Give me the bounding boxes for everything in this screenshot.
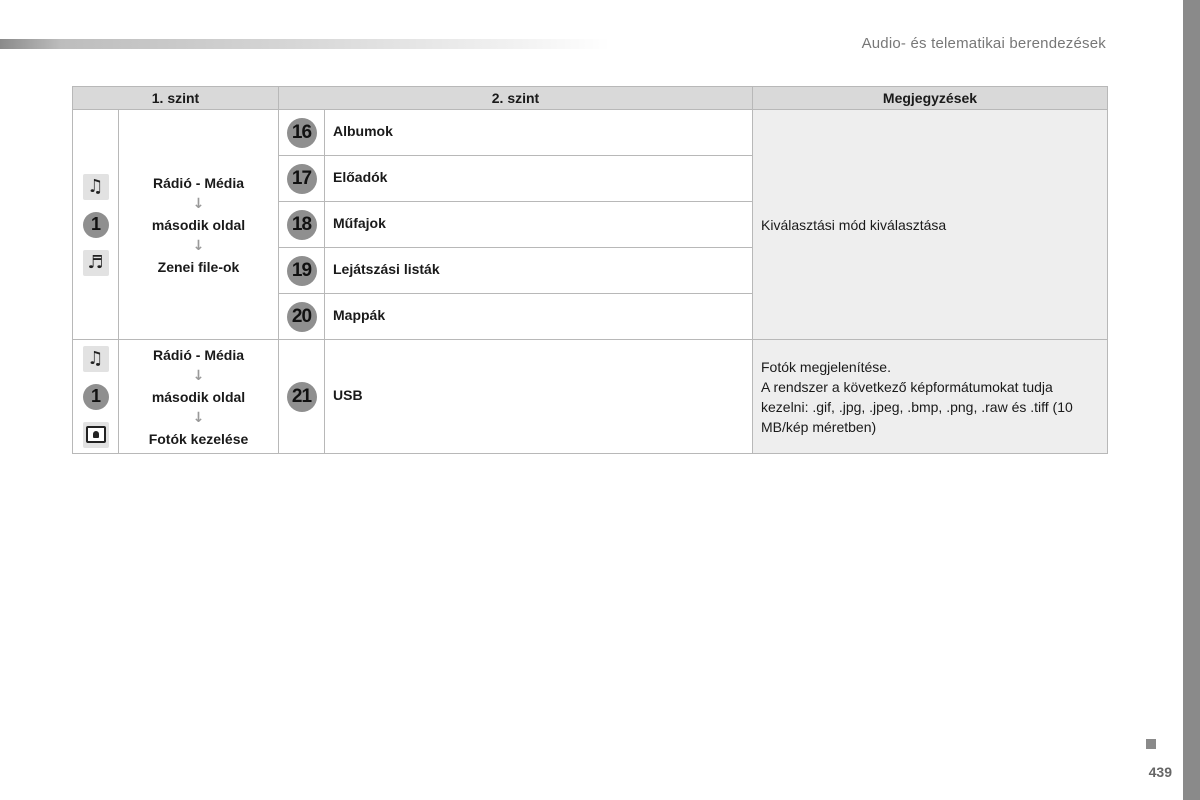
page-number: 439	[1148, 764, 1172, 780]
arrow-down-icon: ↓	[192, 195, 205, 212]
right-edge-bar	[1183, 0, 1200, 800]
row-number-badge: 20	[287, 302, 317, 332]
music-files-icon: ♬	[83, 250, 109, 276]
level2-label-cell	[325, 340, 753, 454]
level2-label-cell	[325, 202, 753, 248]
level2-label-cell	[325, 110, 753, 156]
music-note-icon: ♫	[83, 346, 109, 372]
level1-item: Fotók kezelése	[148, 430, 249, 447]
note-text: A rendszer a következő képformátumokat tudja kezelni: .gif, .jpg, .jpeg, .bmp, .png, .raw és .tiff (10 MB/kép méretben)	[761, 378, 1073, 435]
note-text: Kiválasztási mód kiválasztása	[761, 216, 947, 233]
group1-icons	[73, 110, 119, 340]
header-level2: 2. szint	[279, 87, 753, 110]
step-badge: 1	[83, 384, 109, 410]
level2-label: Műfajok	[333, 214, 386, 231]
level2-label-cell	[325, 248, 753, 294]
row-number-cell	[279, 110, 325, 156]
level2-label: Előadók	[333, 168, 388, 185]
header-notes: Megjegyzések	[753, 87, 1108, 110]
group1-level1	[119, 110, 279, 340]
row-number-cell	[279, 340, 325, 454]
menu-structure-table	[72, 86, 1108, 454]
group2-icons	[73, 340, 119, 454]
row-number-cell	[279, 294, 325, 340]
step-badge: 1	[83, 212, 109, 238]
row-number-badge: 21	[287, 382, 317, 412]
row-number-cell	[279, 156, 325, 202]
level1-item: Rádió - Média	[152, 346, 244, 363]
header-level1: 1. szint	[73, 87, 279, 110]
group2-note	[753, 340, 1108, 454]
photo-icon	[83, 422, 109, 448]
arrow-down-icon: ↓	[192, 367, 205, 384]
page-marker	[1146, 739, 1156, 749]
row-number-badge: 16	[287, 118, 317, 148]
arrow-down-icon: ↓	[192, 409, 205, 426]
group1-note	[753, 110, 1108, 340]
level2-label-cell	[325, 294, 753, 340]
section-title: Audio- és telematikai berendezések	[861, 35, 1106, 52]
level2-label: Albumok	[333, 122, 393, 139]
row-number-badge: 19	[287, 256, 317, 286]
arrow-down-icon: ↓	[192, 237, 205, 254]
table-row	[73, 340, 1108, 454]
level1-item: Zenei file-ok	[157, 258, 240, 275]
music-note-icon: ♫	[83, 174, 109, 200]
level1-item: második oldal	[151, 216, 246, 233]
level2-label: Mappák	[333, 306, 386, 323]
note-text: Fotók megjelenítése.	[761, 358, 891, 375]
row-number-badge: 17	[287, 164, 317, 194]
group2-level1	[119, 340, 279, 454]
row-number-badge: 18	[287, 210, 317, 240]
level2-label: USB	[333, 386, 363, 403]
level1-item: Rádió - Média	[152, 174, 244, 191]
top-decorative-bar	[0, 39, 610, 49]
table-header-row	[73, 87, 1108, 110]
row-number-cell	[279, 248, 325, 294]
level1-item: második oldal	[151, 388, 246, 405]
row-number-cell	[279, 202, 325, 248]
level2-label: Lejátszási listák	[333, 260, 440, 277]
table-row	[73, 110, 1108, 156]
level2-label-cell	[325, 156, 753, 202]
